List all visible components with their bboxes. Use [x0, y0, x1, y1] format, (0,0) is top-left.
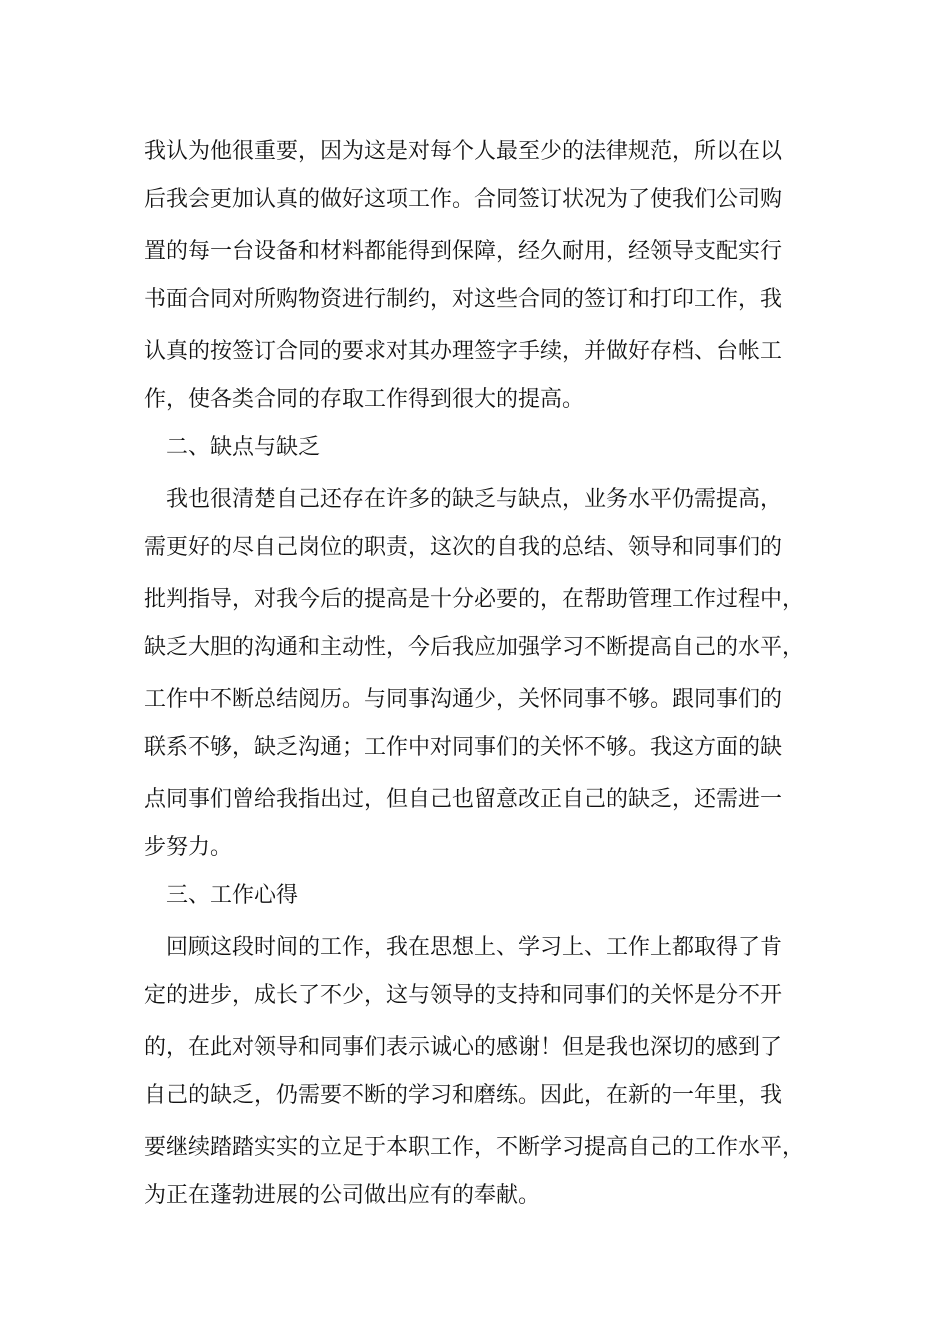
paragraph-line: 批判指导，对我今后的提高是十分必要的，在帮助管理工作过程中，	[144, 587, 805, 612]
paragraph-line: 联系不够，缺乏沟通；工作中对同事们的关怀不够。我这方面的缺	[144, 735, 783, 760]
paragraph-line: 缺乏大胆的沟通和主动性，今后我应加强学习不断提高自己的水平，	[144, 635, 805, 660]
paragraph-line: 定的进步，成长了不少，这与领导的支持和同事们的关怀是分不开	[144, 983, 783, 1008]
section-heading: 二、缺点与缺乏	[166, 435, 321, 460]
paragraph-line: 步努力。	[144, 835, 233, 860]
paragraph-line: 自己的缺乏，仍需要不断的学习和磨练。因此，在新的一年里，我	[144, 1083, 783, 1108]
paragraph-line: 回顾这段时间的工作，我在思想上、学习上、工作上都取得了肯	[166, 935, 783, 960]
paragraph-line: 书面合同对所购物资进行制约，对这些合同的签订和打印工作，我	[144, 287, 783, 312]
paragraph-line: 为正在蓬勃进展的公司做出应有的奉献。	[144, 1183, 541, 1208]
paragraph-line: 后我会更加认真的做好这项工作。合同签订状况为了使我们公司购	[144, 187, 783, 212]
paragraph-line: 点同事们曾给我指出过，但自己也留意改正自己的缺乏，还需进一	[144, 787, 783, 812]
paragraph-line: 我也很清楚自己还存在许多的缺乏与缺点，业务水平仍需提高，	[166, 487, 783, 512]
section-heading: 三、工作心得	[166, 883, 299, 908]
paragraph-line: 要继续踏踏实实的立足于本职工作，不断学习提高自己的工作水平，	[144, 1135, 805, 1160]
paragraph-line: 需更好的尽自己岗位的职责，这次的自我的总结、领导和同事们的	[144, 535, 783, 560]
paragraph-line: 作，使各类合同的存取工作得到很大的提高。	[144, 387, 585, 412]
paragraph-line: 认真的按签订合同的要求对其办理签字手续，并做好存档、台帐工	[144, 339, 783, 364]
paragraph-line: 的，在此对领导和同事们表示诚心的感谢！但是我也深切的感到了	[144, 1035, 783, 1060]
paragraph-line: 工作中不断总结阅历。与同事沟通少，关怀同事不够。跟同事们的	[144, 687, 783, 712]
paragraph-line: 我认为他很重要，因为这是对每个人最至少的法律规范，所以在以	[144, 139, 783, 164]
paragraph-line: 置的每一台设备和材料都能得到保障，经久耐用，经领导支配实行	[144, 239, 783, 264]
